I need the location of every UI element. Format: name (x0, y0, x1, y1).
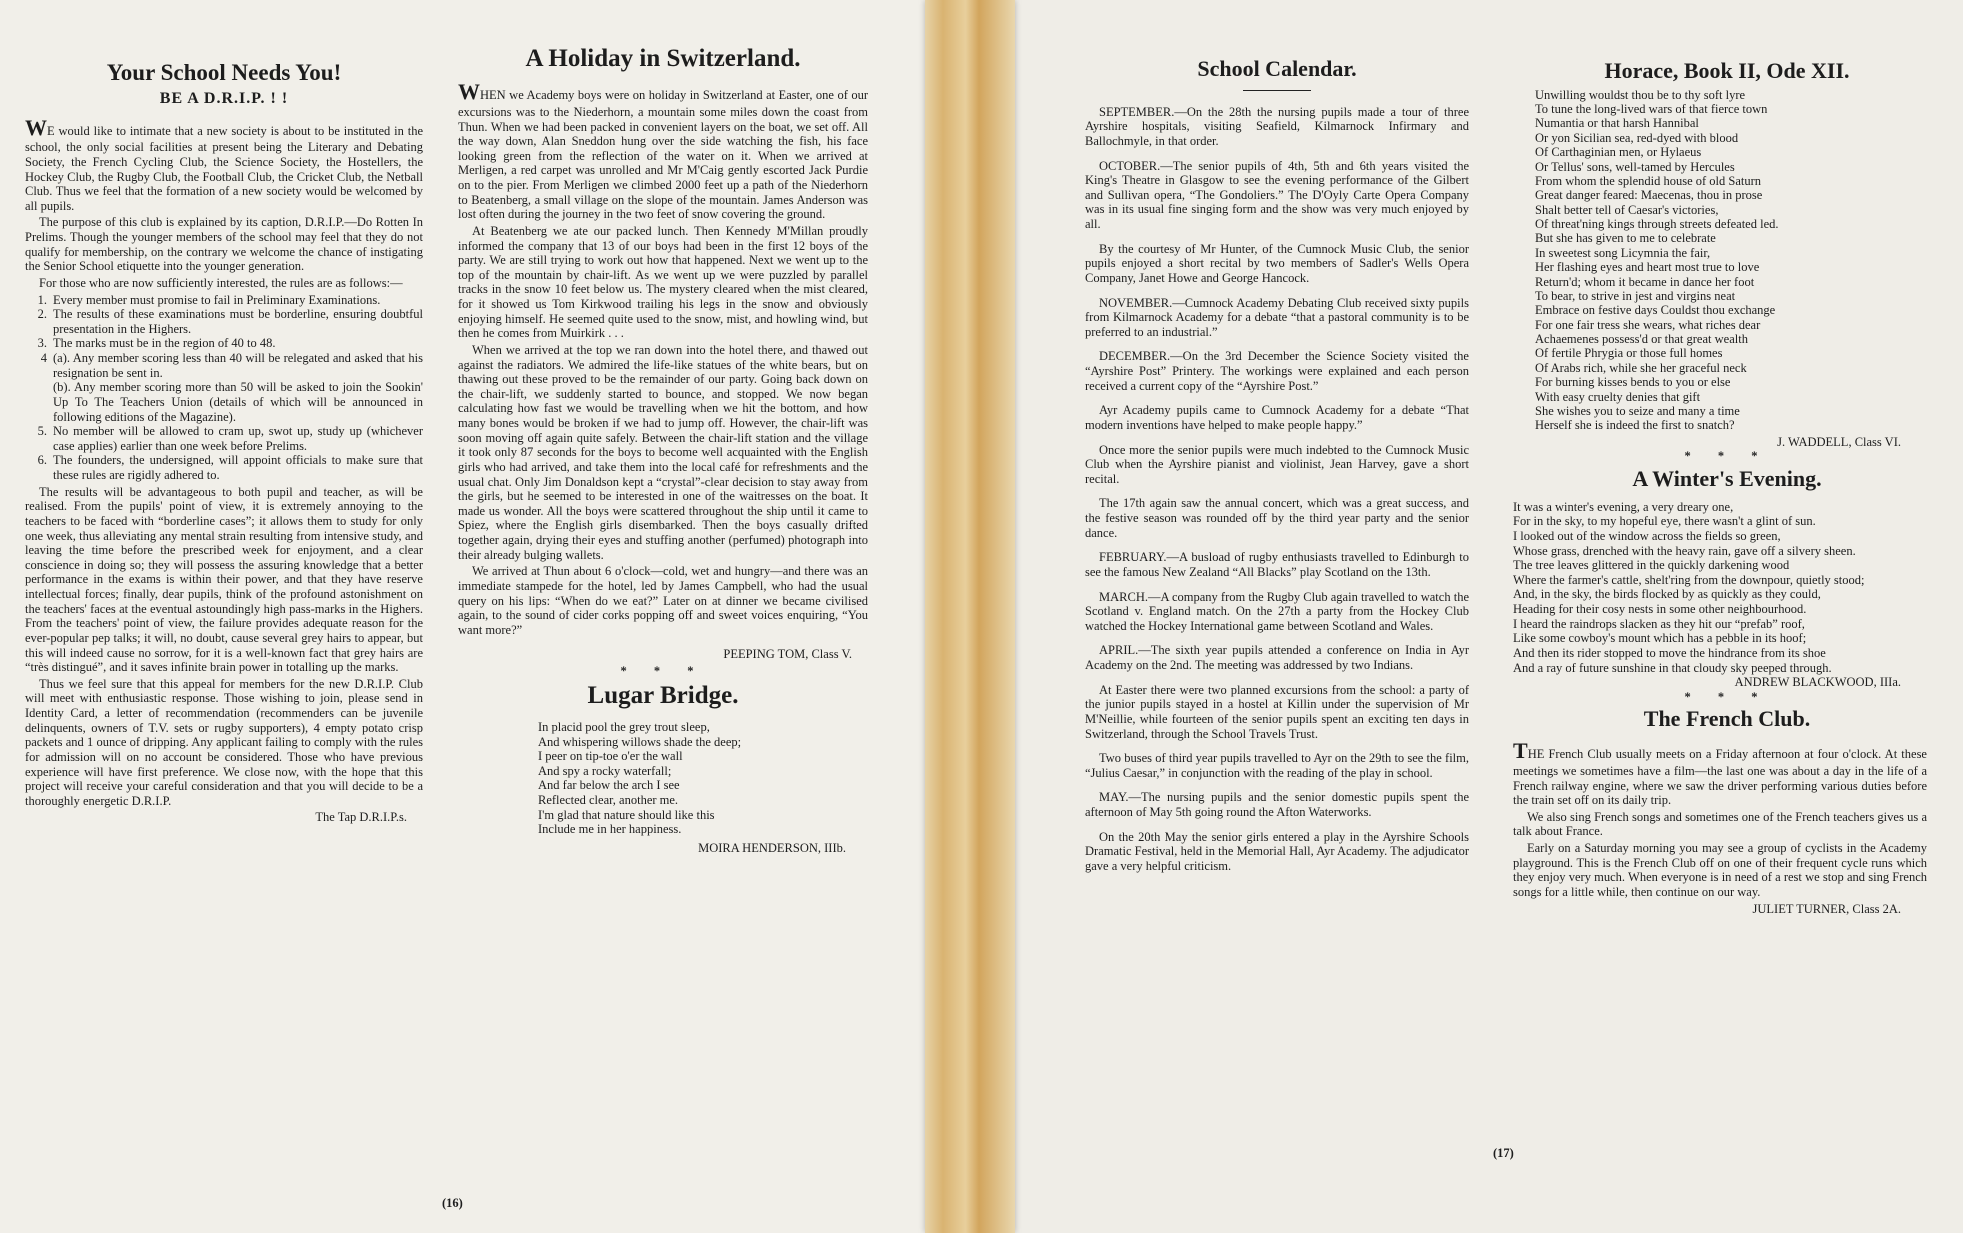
poem-line: Like some cowboy's mount which has a pebble in its hoof; (1513, 631, 1807, 646)
title-underline (1243, 90, 1311, 91)
rule-text: (b). Any member scoring more than 50 will be asked to join the Sookin' Up To The Teachers Union (details of which will be announced in following editions of the Magazine). (53, 380, 423, 424)
poem-line: And whispering willows shade the deep; (538, 734, 742, 749)
lugar-poem (458, 720, 868, 837)
rule-number: 1. (37, 292, 47, 307)
french-paragraph: We also sing French songs and sometimes one of the French teachers gives us a talk about France. (1513, 809, 1927, 839)
calendar-entry: At Easter there were two planned excursions from the school: a party of the junior pupils stayed in a hostel at Killin under the supervision of Mr M'Neillie, while fourteen of the senior pupils spent an exciting ten days in Switzerland, through the School Travels Trust. (1085, 682, 1469, 741)
poem-line: But she has given to me to celebrate (1535, 231, 1716, 246)
poem-line: I looked out of the window across the fields so green, (1513, 528, 1781, 543)
lugar-signature: MOIRA HENDERSON, IIIb. (698, 840, 846, 855)
poem-line: Of fertile Phrygia or those full homes (1535, 346, 1723, 361)
calendar-entry: NOVEMBER.—Cumnock Academy Debating Club received sixty pupils from Kilmarnock Academy for a debate “that a pastoral community is to be preferred to an industrial.” (1085, 295, 1469, 339)
poem-line: To tune the long-lived wars of that fierce town (1535, 102, 1768, 117)
page-17 (985, 0, 1963, 1233)
poem-line: From whom the splendid house of old Saturn (1535, 173, 1762, 188)
french-signature: JULIET TURNER, Class 2A. (1752, 901, 1901, 916)
article-column-right (1513, 58, 1941, 1233)
rule-number: 6. (37, 453, 47, 468)
poem-line: Great danger feared: Maecenas, thou in prose (1535, 188, 1763, 203)
winter-signature: ANDREW BLACKWOOD, IIIa. (1734, 675, 1901, 690)
calendar-entry: On the 20th May the senior girls entered a play in the Ayrshire Schools Dramatic Festival, held in the Memorial Hall, Ayr Academy. The adjudicator gave a very helpful criticism. (1085, 829, 1469, 873)
lugar-title: Lugar Bridge. (587, 681, 739, 709)
horace-title: Horace, Book II, Ode XII. (1604, 58, 1850, 83)
calendar-title: School Calendar. (1197, 56, 1357, 81)
article-drip (25, 60, 423, 1233)
article-calendar (1085, 56, 1469, 1233)
poem-line: Of Carthaginian men, or Hylaeus (1535, 145, 1702, 160)
rule-number: 5. (37, 424, 47, 439)
article-switzerland (458, 44, 868, 1233)
drip-rule (25, 453, 423, 482)
calendar-entry: By the courtesy of Mr Hunter, of the Cumnock Music Club, the senior pupils enjoyed a short recital by two members of Sadler's Wells Opera Company, Janet Howe and George Hancock. (1085, 241, 1469, 285)
calendar-entry: APRIL.—The sixth year pupils attended a conference on India in Ayr Academy on the 2nd. The meeting was addressed by two Indians. (1085, 643, 1469, 673)
calendar-entry: Two buses of third year pupils travelled to Ayr on the 29th to see the film, “Julius Caesar,” in conjunction with the reading of the play in school. (1085, 751, 1469, 780)
horace-poem (1513, 88, 1941, 433)
drip-rule (25, 336, 423, 351)
poem-line: Of threat'ning kings through streets defeated led. (1535, 217, 1779, 232)
drip-paragraph: WE would like to intimate that a new society is about to be instituted in the school, the only social facilities at present being the Literary and Debating Society, the French Cycling Club, the Science Society, the Hostellers, the Hockey Club, the Rugby Club, the Football Club, the Cricket Club, the Netball Club. Thus we feel that the formation of a new society would be welcomed by all pupils. (25, 114, 423, 213)
rule-number: 2. (37, 307, 47, 322)
poem-line: Unwilling wouldst thou be to thy soft lyre (1535, 87, 1746, 102)
section-divider-stars: * * * (620, 664, 706, 679)
calendar-entry: FEBRUARY.—A busload of rugby enthusiasts travelled to Edinburgh to see the famous New Zealand “All Blacks” play Scotland on the 13th. (1085, 550, 1469, 579)
poem-line: Return'd; whom it became in dance her foot (1535, 274, 1755, 289)
poem-line: With easy cruelty denies that gift (1535, 389, 1701, 404)
drip-rule (25, 293, 423, 308)
poem-line: Embrace on festive days Couldst thou exchange (1535, 303, 1776, 318)
poem-line: For one fair tress she wears, what riches dear (1535, 317, 1761, 332)
french-title: The French Club. (1643, 706, 1811, 732)
calendar-entry: Ayr Academy pupils came to Cumnock Academy for a debate “That modern inventions have helped to make people happy.” (1085, 403, 1469, 432)
binding-tape (925, 0, 1015, 1233)
switzerland-paragraph: We arrived at Thun about 6 o'clock—cold, wet and hungry—and there was an immediate stampede for the hotel, led by James Campbell, who had the usual query on his lips: “When do we eat?” Later on at dinner we became civilised again, to the sound of cider corks popping off and sweet voices enquiring, “You want more?” (458, 564, 868, 637)
switzerland-paragraph: WHEN we Academy boys were on holiday in Switzerland at Easter, one of our excursions was to the Niederhorn, a mountain some miles down the coast from Thun. When we had been packed in convenient layers on the boat, we set off. All the way down, Alan Sneddon hung over the side watching the fish, his face looking green from the reflection of the water on it. When we arrived at Merligen, a red carpet was unrolled and Mr M'Caig gently escorted Jack Purdie on to the pier. From Merligen we climbed 2000 feet up a path of the Niederhorn to Beatenberg, a small village on the slope of the mountain. James Anderson was lost often during the journey in the two feet of snow covering the ground. (458, 79, 868, 222)
poem-line: Or Tellus' sons, well-tamed by Hercules (1535, 159, 1735, 174)
calendar-entry: Once more the senior pupils were much indebted to the Cumnock Music Club when the Ayrshire pianist and violinist, Jean Harvey, gave a short recital. (1085, 442, 1469, 486)
poem-line: I heard the raindrops slacken as they hit our “prefab” roof, (1513, 616, 1805, 631)
poem-line: For burning kisses bends to you or else (1535, 375, 1731, 390)
drip-signature: The Tap D.R.I.P.s. (315, 810, 407, 825)
drip-paragraph: The purpose of this club is explained by its caption, D.R.I.P.—Do Rotten In Prelims. Though the younger members of the school may feel that they do not qualify for membership, on the contrary we welcome the chance of instigating the Senior School etiquette into the younger generation. (25, 215, 423, 274)
drip-paragraph: Thus we feel sure that this appeal for members for the new D.R.I.P. Club will meet with enthusiastic response. Those wishing to join, please send in Identity Card, a letter of recommendation (recommenders can be juvenile delinquents, owners of T.V. sets or rugby supporters), 4 empty potato crisp packets and 1 ounce of dripping. Any applicant failing to comply with the rules for admission will on no account be considered. Those who have previous experience will have first preference. We close now, with the hope that this project will receive your careful consideration and that you will decide to be a thoroughly energetic D.R.I.P. (25, 676, 423, 808)
rule-number: 3. (37, 336, 47, 351)
section-divider-stars: * * * (1684, 449, 1770, 464)
switzerland-paragraph: When we arrived at the top we ran down into the hotel there, and thawed out against the radiators. We admired the life-like statues of the white bears, but on thawing out these proved to be the remainder of our party. Going back down on the chair-lift, we suddenly started to bounce, and stopped. We now began calculating how fast we would be travelling when we hit the bottom, and how many bones would be broken if we had to jump off. However, the chair-lift was soon moving off again quite safely. Between the chair-lift station and the village it took only 87 seconds for the boys to become well acquainted with the English girls who had arrived, and take them into the local café for refreshments and the usual chat. Only Jim Donaldson kept a “crystal”-clear decision to stay away from the girls, but he seemed to be interested in one of the waitresses on the boat. It made us wonder. All the boys were scattered throughout the ship until it came to Spiez, where the English girls disembarked. Then the boys casually drifted together again, drying their eyes and stuffing another (perfumed) photograph into their already bulging wallets. (458, 342, 868, 562)
rule-text: Every member must promise to fail in Preliminary Examinations. (53, 292, 381, 307)
poem-line: It was a winter's evening, a very dreary one, (1513, 499, 1734, 514)
poem-line: The tree leaves glittered in the quickly darkening wood (1513, 558, 1790, 573)
drip-paragraph: For those who are now sufficiently interested, the rules are as follows:— (39, 275, 403, 290)
poem-line: Shalt better tell of Caesar's victories, (1535, 202, 1719, 217)
poem-line: In sweetest song Licymnia the fair, (1535, 245, 1711, 260)
poem-line: Include me in her happiness. (538, 822, 682, 837)
poem-line: Her flashing eyes and heart most true to love (1535, 260, 1760, 275)
calendar-entry: MARCH.—A company from the Rugby Club again travelled to watch the Scotland v. England match. On the 27th a party from the Hockey Club watched the Hockey International game between Scotland and Wales. (1085, 589, 1469, 633)
poem-line: Achaemenes possess'd or that great wealth (1535, 332, 1748, 347)
poem-line: In placid pool the grey trout sleep, (538, 719, 710, 734)
rule-text: The results of these examinations must be borderline, ensuring doubtful presentation in the Highers. (53, 307, 423, 336)
rule-text: (a). Any member scoring less than 40 will be relegated and asked that his resignation be sent in. (53, 351, 423, 380)
poem-line: And then its rider stopped to move the hindrance from its shoe (1513, 645, 1826, 660)
poem-line: To bear, to strive in jest and virgins neat (1535, 288, 1736, 303)
poem-line: She wishes you to seize and many a time (1535, 403, 1740, 418)
drip-rule (25, 424, 423, 453)
rule-number: 4 (40, 351, 47, 366)
rule-text: The founders, the undersigned, will appoint officials to make sure that these rules are rigidly adhered to. (53, 453, 423, 483)
calendar-entry: MAY.—The nursing pupils and the senior domestic pupils spent the afternoon of May 5th going round the Afton Waterworks. (1085, 790, 1469, 820)
calendar-entry: The 17th again saw the annual concert, which was a great success, and the festive season was rounded off by the third year party and the senior dance. (1085, 496, 1469, 540)
french-paragraph: Early on a Saturday morning you may see a group of cyclists in the Academy playground. This is the French Club off on one of their frequent cycle runs which they enjoy very much. When everyone is in need of a rest we stop and sing French songs for a little while, then continue on our way. (1513, 841, 1927, 899)
poem-line: Of Arabs rich, while she her graceful neck (1535, 360, 1747, 375)
poem-line: I peer on tip-toe o'er the wall (538, 749, 683, 764)
rule-text: No member will be allowed to cram up, swot up, study up (whichever case applies) earlier than one week before Prelims. (53, 424, 423, 453)
drip-paragraph: The results will be advantageous to both pupil and teacher, as will be realised. From the pupils' point of view, it is extremely annoying to the teachers to be faced with “borderline cases”; it allows them to study for only one week, thus alleviating any mental strain resulting from intensive study, and leaving the time before the prescribed week for enjoyment, and a clear conscience in doing so; they will possess the assuring knowledge that a better performance in the exams is within their power, and that they have reserve intellectual forces; finally, dear pupils, think of the profound astonishment on the teachers' faces at the eventual astoundingly high pass-marks in the Highers. From the teachers' point of view, the failure provides adequate reason for the ever-popular pep talks; it will, no doubt, cause several grey hairs to appear, but this will indeed cause no sorrow, for it is a well-known fact that grey hairs are “très distingué”, and it saves infinite brain power in totalling up the marks. (25, 484, 423, 675)
drip-rules-list (25, 293, 423, 483)
horace-signature: J. WADDELL, Class VI. (1777, 434, 1901, 449)
poem-line: Where the farmer's cattle, shelt'ring from the downpour, quietly stood; (1513, 572, 1865, 587)
poem-line: And, in the sky, the birds flocked by as quickly as they could, (1513, 587, 1821, 602)
page-number-right: (17) (1493, 1146, 1514, 1160)
poem-line: Reflected clear, another me. (538, 793, 679, 808)
switzerland-title: A Holiday in Switzerland. (525, 45, 801, 72)
winter-title: A Winter's Evening. (1632, 465, 1822, 491)
poem-line: And a ray of future sunshine in that cloudy sky peeped through. (1513, 660, 1832, 675)
winter-poem (1513, 500, 1941, 676)
french-paragraph: THE French Club usually meets on a Friday afternoon at four o'clock. At these meetings we sometimes have a film—the last one was about a day in the life of a French railway engine, where we saw the driver performing various duties before the train set off on its daily trip. (1513, 738, 1927, 808)
drip-rule (25, 307, 423, 336)
page-number-left: (16) (442, 1196, 463, 1210)
switzerland-signature: PEEPING TOM, Class V. (723, 647, 852, 662)
poem-line: Heading for their cosy nests in some other neighbourhood. (1513, 602, 1807, 617)
switzerland-paragraph: At Beatenberg we ate our packed lunch. Then Kennedy M'Millan proudly informed the company that 13 of our boys had been in the first 12 boys of the party. We are still trying to work out how that happened. Next we went up to the top of the mountain by chair-lift. As we went up we were puzzled by parallel tracks in the snow 10 feet below us. The mystery cleared when the mist cleared, for it showed us Tom Kirkwood trailing his legs in the snow and obviously enjoying himself. He seemed quite used to the snow, mist, and howling wind, but then he comes from Muirkirk . . . (458, 223, 868, 341)
rule-number (25, 380, 53, 424)
poem-line: Whose grass, drenched with the heavy rain, gave off a silvery sheen. (1513, 543, 1856, 558)
calendar-entry: SEPTEMBER.—On the 28th the nursing pupils made a tour of three Ayrshire hospitals, visiting Seafield, Kilmarnock Infirmary and Ballochmyle, in that order. (1085, 104, 1469, 148)
poem-line: I'm glad that nature should like this (538, 807, 715, 822)
poem-line: And spy a rocky waterfall; (538, 763, 672, 778)
poem-line: Herself she is indeed the first to snatch? (1535, 418, 1735, 433)
calendar-entry: OCTOBER.—The senior pupils of 4th, 5th and 6th years visited the King's Theatre in Glasgow to see the evening performance of the Gilbert and Sullivan opera, “The Gondoliers.” The D'Oyly Carte Opera Company was in its usual fine singing form and the show was very much enjoyed by all. (1085, 158, 1469, 232)
section-divider-stars: * * * (1684, 689, 1770, 704)
drip-rule (25, 351, 423, 380)
poem-line: And far below the arch I see (538, 778, 680, 793)
drip-subtitle: BE A D.R.I.P. ! ! (159, 89, 289, 107)
poem-line: Numantia or that harsh Hannibal (1535, 116, 1699, 131)
calendar-entry: DECEMBER.—On the 3rd December the Science Society visited the “Ayrshire Post” Printery. The workings were explained and each person received a current copy of the “Ayrshire Post.” (1085, 349, 1469, 393)
poem-line: For in the sky, to my hopeful eye, there wasn't a glint of sun. (1513, 514, 1816, 529)
poem-line: Or yon Sicilian sea, red-dyed with blood (1535, 130, 1739, 145)
drip-title: Your School Needs You! (106, 60, 342, 85)
rule-text: The marks must be in the region of 40 to 48. (53, 336, 276, 351)
drip-rule (25, 380, 423, 424)
